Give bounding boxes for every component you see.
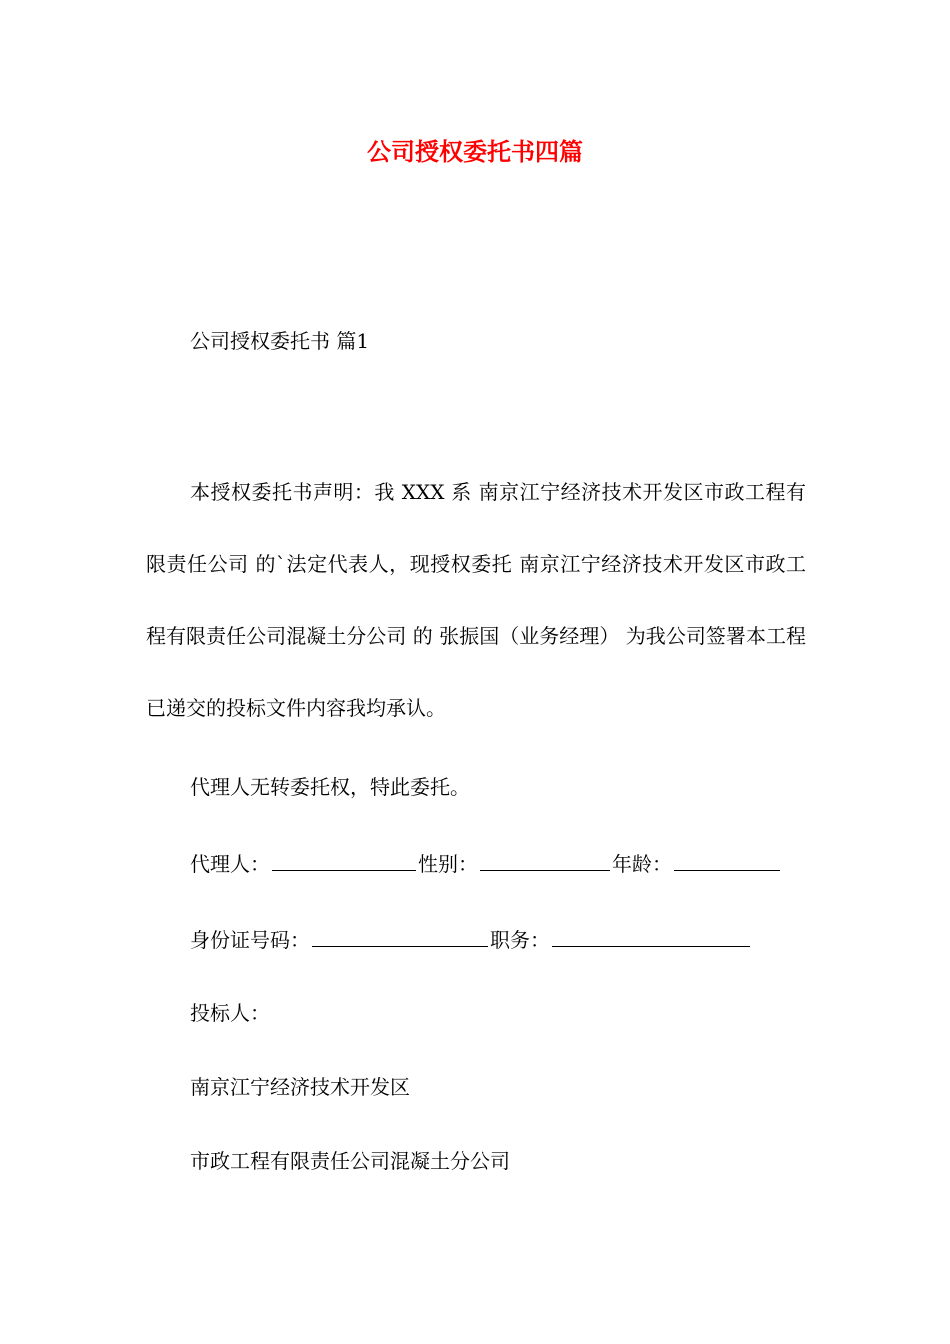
agent-label: 代理人： — [190, 852, 270, 876]
agent-blank-field[interactable] — [272, 848, 416, 871]
gender-label: 性别： — [418, 852, 478, 876]
declaration-paragraph: 本授权委托书声明：我 XXX 系 南京江宁经济技术开发区市政工程有限责任公司 的`法定代表人，现授权委托 南京江宁经济技术开发区市政工程有限责任公司混凝土分公司 的 张振国（业务经理） 为我公司签署本工程已递交的投标文件内容我均承认。 — [146, 480, 806, 720]
agent-info-row — [190, 848, 782, 879]
bidder-name-line-2: 市政工程有限责任公司混凝土分公司 — [190, 1149, 510, 1173]
age-label: 年龄： — [612, 852, 672, 876]
age-blank-field[interactable] — [674, 848, 780, 871]
position-blank-field[interactable] — [552, 924, 750, 947]
position-label: 职务： — [490, 928, 550, 952]
id-number-label: 身份证号码： — [190, 928, 310, 952]
bidder-name-line-1: 南京江宁经济技术开发区 — [190, 1075, 410, 1099]
id-number-blank-field[interactable] — [312, 924, 488, 947]
section-heading: 公司授权委托书 篇1 — [190, 329, 370, 353]
bidder-label: 投标人： — [190, 1001, 270, 1025]
document-title: 公司授权委托书四篇 — [367, 137, 583, 166]
gender-blank-field[interactable] — [480, 848, 610, 871]
no-subdelegation-statement: 代理人无转委托权，特此委托。 — [190, 775, 470, 799]
id-info-row — [190, 924, 752, 955]
